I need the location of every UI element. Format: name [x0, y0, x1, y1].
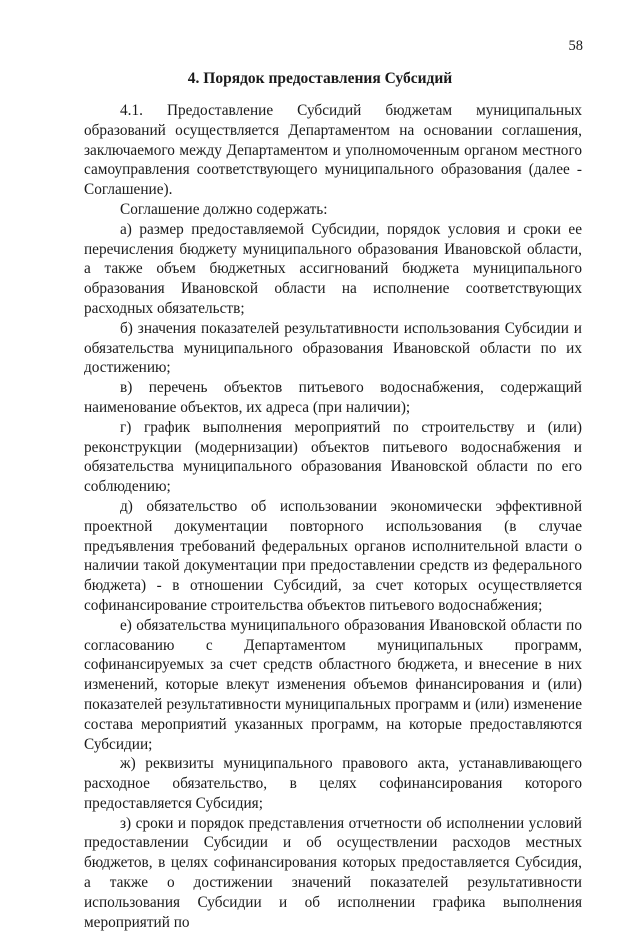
paragraph-item-z: з) сроки и порядок представления отчетности об исполнении условий предоставлении Субсидии и об осуществлении расходов местных бюджетов, в целях софинансирования которых предоставляется Субсидия, а также о достижении значений показателей результативности использования Субсидии и об исполнении графика выполнения мероприятий по [84, 814, 582, 931]
paragraph-item-zh: ж) реквизиты муниципального правового акта, устанавливающего расходное обязательство, в целях софинансирования которого предоставляется Субсидия; [84, 755, 582, 812]
paragraph-4-1: 4.1. Предоставление Субсидий бюджетам муниципальных образований осуществляется Департаментом на основании соглашения, заключаемого между Департаментом и уполномоченным органом местного самоуправления соответствующего муниципального образования (далее - Соглашение). [84, 102, 582, 199]
section-heading: 4. Порядок предоставления Субсидий [187, 70, 453, 87]
paragraph-item-e: е) обязательства муниципального образования Ивановской области по согласованию с Департаментом муниципальных программ, софинансируемых за счет средств областного бюджета, и внесение в них изменений, которые влекут изменения объемов финансирования и (или) показателей результативности муниципальных программ и (или) изменение состава мероприятий указанных программ, на которые предоставляются Субсидии; [84, 616, 582, 753]
paragraph-agreement-intro: Соглашение должно содержать: [120, 200, 328, 218]
paragraph-item-d: д) обязательство об использовании экономически эффективной проектной документации повторного использования (в случае предъявления требований федеральных органов исполнительной власти о наличии такой документации при предоставлении средств из федерального бюджета) - в отношении Субсидий, за счет которых осуществляется софинансирование строительства объектов питьевого водоснабжения; [84, 497, 582, 614]
paragraph-item-v: в) перечень объектов питьевого водоснабжения, содержащий наименование объектов, их адреса (при наличии); [84, 379, 582, 416]
paragraph-item-g: г) график выполнения мероприятий по строительству и (или) реконструкции (модернизации) объектов питьевого водоснабжения и обязательства муниципального образования Ивановской области по его соблюдению; [84, 418, 582, 496]
paragraph-item-a: а) размер предоставляемой Субсидии, порядок условия и сроки ее перечисления бюджету муниципального образования Ивановской области, а также объем бюджетных ассигнований бюджета муниципального образования Ивановской области на исполнение соответствующих расходных обязательств; [84, 220, 582, 317]
document-body [84, 101, 582, 932]
paragraph-item-b: б) значения показателей результативности использования Субсидии и обязательства муниципального образования Ивановской области по их достижению; [84, 319, 582, 377]
page-number: 58 [568, 38, 583, 54]
